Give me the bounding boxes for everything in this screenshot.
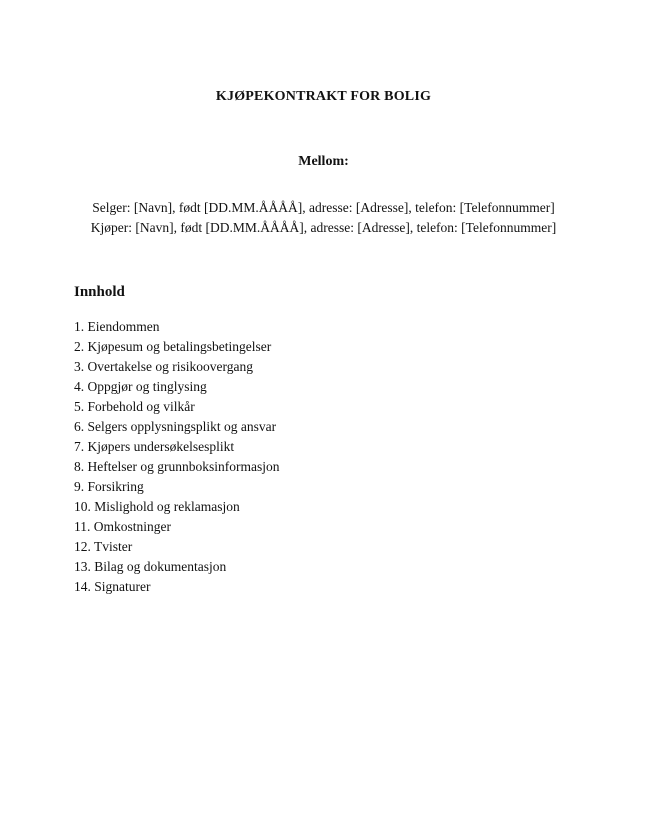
document-title: KJØPEKONTRAKT FOR BOLIG [215,89,432,104]
toc-item-forbehold: 5. Forbehold og vilkår [74,399,195,414]
between-label: Mellom: [298,154,349,169]
toc-heading: Innhold [74,284,125,300]
seller-line: Selger: [Navn], født [DD.MM.ÅÅÅÅ], adresse: [Adresse], telefon: [Telefonnummer] [92,200,555,215]
toc-item-overtakelse: 3. Overtakelse og risikoovergang [74,359,253,374]
toc-item-bilag: 13. Bilag og dokumentasjon [74,559,227,574]
toc-item-mislighold: 10. Mislighold og reklamasjon [74,499,240,514]
toc-item-heftelser: 8. Heftelser og grunnboksinformasjon [74,459,280,474]
toc-item-oppgjor: 4. Oppgjør og tinglysing [74,379,207,394]
toc-item-tvister: 12. Tvister [74,539,133,554]
toc-item-selgers-opplysningsplikt: 6. Selgers opplysningsplikt og ansvar [74,419,277,434]
buyer-line: Kjøper: [Navn], født [DD.MM.ÅÅÅÅ], adresse: [Adresse], telefon: [Telefonnummer] [90,220,557,235]
toc-list [74,317,573,597]
toc-item-eiendommen: 1. Eiendommen [74,319,160,334]
toc-item-signaturer: 14. Signaturer [74,579,151,594]
toc-item-kjopesum: 2. Kjøpesum og betalingsbetingelser [74,339,272,354]
toc-item-forsikring: 9. Forsikring [74,479,144,494]
parties-block [74,198,573,238]
toc-item-kjopers-undersokelsesplikt: 7. Kjøpers undersøkelsesplikt [74,439,235,454]
toc-item-omkostninger: 11. Omkostninger [74,519,171,534]
